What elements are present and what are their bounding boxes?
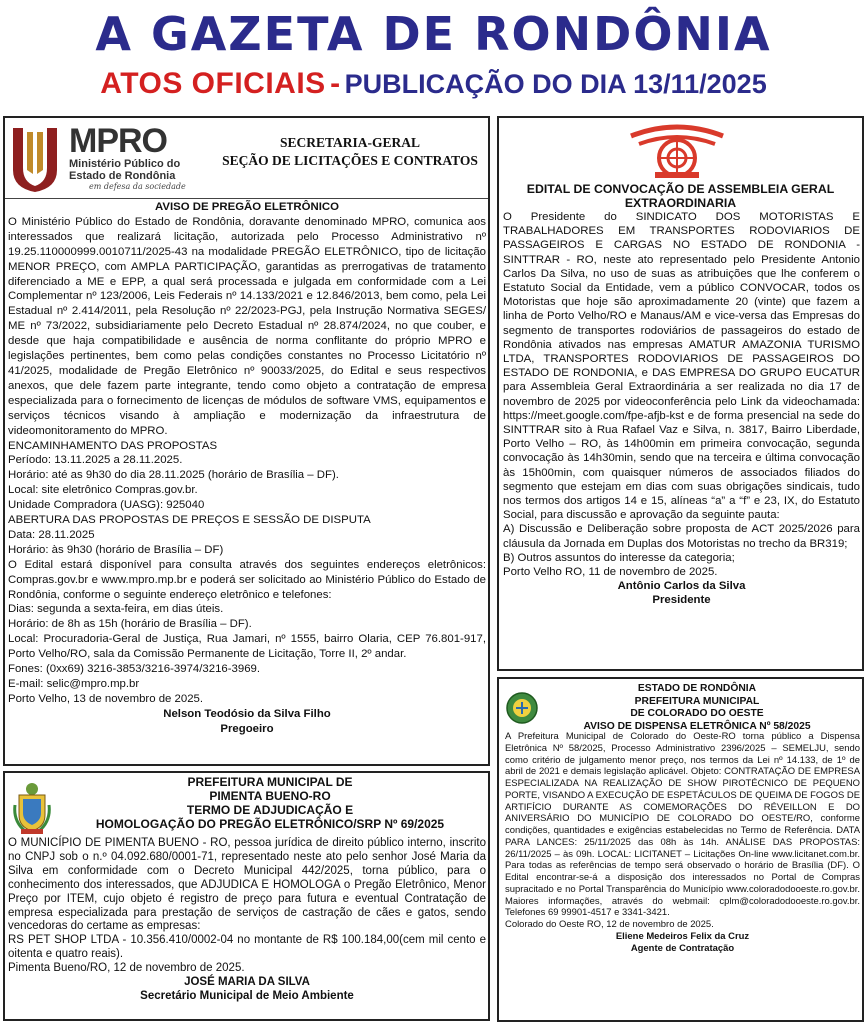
sinttrar-date: Porto Velho RO, 11 de novembro de 2025. [503, 566, 718, 579]
pimenta-text: O MUNICÍPIO DE PIMENTA BUENO - RO, pessoa jurídica de direito público interno, inscrito no CNPJ sob o n.º 04.092.680/0001-71, representado neste ato pelo senhor José Maria da Silva em conformidade com o Decreto Municipal 442/2025, torna público, para o conhecimento dos interessados, que ADJUDICA E HOMOLOGA o Pregão Eletrônico, Menor Preço por ITEM, cujo objeto é registro de preço para futura e eventual Contratação de empresa especializada para prestação de serviços de castração de cães e gatos, sendo vencedoras do certame as empresas: [8, 837, 486, 933]
mpro-logo-line1: Ministério Público do [69, 158, 181, 170]
mpro-signer-role: Pregoeiro [220, 722, 274, 735]
colorado-notice [497, 677, 864, 1022]
mpro-aviso-title: AVISO DE PREGÃO ELETRÔNICO [155, 201, 339, 213]
colorado-head1: ESTADO DE RONDÔNIA [637, 683, 757, 694]
pimenta-signer: JOSÉ MARIA DA SILVA [184, 976, 310, 989]
colorado-date: Colorado do Oeste RO, 12 de novembro de 2025. [505, 919, 714, 930]
sinttrar-body [503, 210, 860, 608]
sinttrar-title2: EXTRAORDINARIA [624, 196, 737, 210]
mpro-sec-line1: SECRETARIA-GERAL [279, 135, 421, 150]
pimenta-winner: RS PET SHOP LTDA - 10.356.410/0002-04 no montante de R$ 100.184,00(cem mil cento e oitenta e quatro reais). [8, 934, 486, 961]
mpro-line: E-mail: selic@mpro.mp.br [8, 678, 140, 690]
pimenta-bueno-notice [3, 771, 490, 1021]
sinttrar-item-b: B) Outros assuntos do interesse da categoria; [503, 551, 735, 564]
pimenta-header [55, 775, 485, 831]
mpro-logo-line2: Estado de Rondônia [69, 170, 176, 182]
colorado-head4: AVISO DE DISPENSA ELETRÔNICA Nº 58/2025 [583, 720, 811, 732]
mpro-body [8, 200, 486, 737]
sinttrar-item-a: A) Discussão e Deliberação sobre proposta de ACT 2025/2026 para cláusula da Jornada em Duplas dos Motoristas no trecho da BR319; [503, 523, 860, 550]
pimenta-head2: PIMENTA BUENO-RO [209, 789, 331, 803]
colorado-text: A Prefeitura Municipal de Colorado do Oeste-RO torna público a Dispensa Eletrônica Nº 58/2025, Processo Administrativo 2396/2025 – SEMELJU, sendo como critério de julgamento menor preço, nos termos da Lei nº 14.133, de 1º de abril de 2021 e demais legislação aplicável. Objeto: CONTRATAÇÃO DE EMPRESA ESPECIALIZADA NA REALIZAÇÃO DE SHOW PIROTÉCNICO DE PEQUENO PORTE, VISANDO A EXECUÇÃO DE ESPETÁCULOS DE QUEIMA DE FOGOS DE ARTIFÍCIO DURANTE AS COMEMORAÇÕES DO RÉVEILLON E DO ANIVERSÁRIO DO MUNICÍPIO DE COLORADO DO OESTE/RO, conforme condições, quantidades e exigências estabelecidas no Termo de Referência. DATA PARA LANCES: 25/11/2025 das 08h às 14h. ANÁLISE DAS PROPOSTAS: 26/11/2025 – às 09h. LOCAL: LICITANET – Licitações On-line www.licitanet.com.br. Para todas as referências de tempo será observado o horário de Brasília (DF). O Edital encontrar-se-á a disposição dos interessados no Portal de Compras supracitado e no Portal Transparência do Município www.coloradodooeste.ro.gov.br. Maiores informações, através do webmail: cplm@coloradodooeste.ro.gov.br. Telefones 69 99901-4517 e 3341-3421. [505, 731, 860, 919]
subhead-dash: - [330, 67, 341, 100]
pimenta-date: Pimenta Bueno/RO, 12 de novembro de 2025. [8, 962, 245, 975]
atos-oficiais-label: ATOS OFICIAIS [100, 67, 326, 100]
mpro-line: Fones: (0xx69) 3216-3853/3216-3974/3216-3969. [8, 663, 261, 676]
mpro-edital: O Edital estará disponível para consulta através dos seguintes endereços eletrônicos: Compras.gov.br e www.mpro.mp.br e poderá ser solicitado ao Ministério Público do Estado de Rondônia, conforme o seguinte endereço eletrônico e telefones: [8, 558, 486, 601]
pimenta-body [8, 837, 486, 1004]
mpro-line: Horário: até as 9h30 do dia 28.11.2025 (horário de Brasília – DF). [8, 469, 339, 482]
mpro-logo-tagline: em defesa da sociedade [89, 182, 186, 191]
colorado-coat-of-arms-icon [505, 691, 539, 725]
colorado-header [539, 683, 855, 733]
pimenta-signer-role: Secretário Municipal de Meio Ambiente [140, 989, 354, 1002]
pimenta-head3: TERMO DE ADJUDICAÇÃO E [186, 803, 354, 817]
sinttrar-signer: Antônio Carlos da Silva [617, 580, 746, 593]
sinttrar-logo-icon [625, 122, 729, 180]
mpro-intro: O Ministério Público do Estado de Rondônia, doravante denominado MPRO, comunica aos interessados que realizará licitação, autorizada pelo Processo Administrativo nº 19.25.110000999.0010711/2025-43 na modalidade PREGÃO ELETRÔNICO, tipo de licitação MENOR PREÇO, com AMPLA PARTICIPAÇÃO, garantidas as prerrogativas de tratamento diferenciado a ME e EPP, a qual será processada e julgada em conformidade com a Lei Complementar nº 123/2006, Leis Federais nº 14.133/2021 e 12.846/2013, bem como, pela Lei Estadual nº 2.414/2011, pela Resolução nº 22/2023-PGJ, pela Instrução Normativa SEGES/ ME nº 73/2022, subsidiariamente pelo Decreto Estadual nº 28.874/2024, no que couber, e desde que haja compatibilidade e ausência de norma conflitante do próprio MPRO e legislações pertinentes, bem como pelas condições constantes no Processo Licitatório nº 41/2025, modalidade de Pregão Eletrônico nº 90033/2025, do Edital e seus respectivos anexos, que dele fazem parte integrante, tendo como objeto a contratação de empresa especializada para o fornecimento de licenças de módulos de software VMS, equipamentos e serviços técnicos visando à ampliação e modernização da infraestrutura de videomonitoramento do MPRO. [8, 215, 486, 437]
subheadline [0, 66, 867, 107]
pimenta-head1: PREFEITURA MUNICIPAL DE [187, 775, 353, 789]
mpro-notice [3, 116, 490, 766]
sinttrar-title [499, 182, 862, 210]
mpro-line: Local: site eletrônico Compras.gov.br. [8, 484, 198, 497]
pimenta-head4: HOMOLOGAÇÃO DO PREGÃO ELETRÔNICO/SRP Nº 69/2025 [95, 817, 445, 831]
mpro-logo-wordmark: MPRO [69, 122, 167, 160]
colorado-head2: PREFEITURA MUNICIPAL [634, 695, 760, 707]
mpro-emblem-icon [9, 124, 61, 194]
mpro-line: Unidade Compradora (UASG): 925040 [8, 499, 205, 512]
mpro-section-title [210, 134, 490, 170]
sinttrar-text: O Presidente do SINDICATO DOS MOTORISTAS E TRABALHADORES EM TRANSPORTES RODOVIARIOS DE PASSAGEIROS E CARGAS NO ESTADO DE RONDONIA - SINTTRAR - RO, neste ato representado pelo Presidente Antonio Carlos Da Silva, no uso de suas as atribuições que lhe conferem o Estatuto Social da Entidade, vem a público CONVOCAR, todos os Motoristas que hoje são aproximadamente 20 (vinte) que fazem a linha de Porto Velho/RO e Manaus/AM e vice-versa das Empresas do segmento de transportes rodoviários de passageiros do estado de Rondônia ativados nas empresas AMATUR AMAZONIA TURISMO LTDA, TRANSPORTES RODOVIARIOS DE PASSAGEIROS DO ESTADO DE RONDONIA, e DAS EMPRESA DO GRUPO EUCATUR para Assembleia Geral Extraordinária a ser realizada no dia 17 de novembro de 2025 por videoconferência pelo Link da videochamada: https://meet.google.com/fpe-afjb-kst e de forma presencial na sede do SINTTRAR sito à Rua Rafael Vaz e Silva, n. 3817, Bairro Liberdade, Porto Velho – RO, às 14h00min em primeira convocação, segunda convocação às 14h30min, sendo que na terceira e última convocação às 15h00min, com quaisquer números de associados filiados do segmento que estejam em dias com suas obrigações sindicais, tudo nos termos dos artigos 14 e 15, alíneas “a” a “f” e 23, IX, do Estatuto Social, para discussão e aprovação da seguinte pauta: [503, 211, 860, 522]
sinttrar-signer-role: Presidente [652, 594, 711, 607]
mpro-line: Horário: de 8h as 15h (horário de Brasília – DF). [8, 618, 252, 631]
sinttrar-title1: EDITAL DE CONVOCAÇÃO DE ASSEMBLEIA GERAL [526, 182, 835, 196]
mpro-line: ENCAMINHAMENTO DAS PROPOSTAS [8, 439, 218, 452]
publication-date-label: PUBLICAÇÃO DO DIA 13/11/2025 [344, 69, 767, 99]
colorado-signer: Eliene Medeiros Felix da Cruz [615, 930, 750, 942]
mpro-header [5, 118, 488, 199]
masthead [0, 0, 867, 112]
newspaper-title: A GAZETA DE RONDÔNIA [95, 7, 772, 61]
colorado-head3: DE COLORADO DO OESTE [630, 708, 764, 719]
mpro-logo [69, 124, 199, 191]
mpro-local: Local: Procuradoria-Geral de Justiça, Rua Jamari, nº 1555, bairro Olaria, CEP 76.801-917, Porto Velho/RO, sala da Comissão Permanente de Licitação, Torre II, 2º andar. [8, 633, 486, 661]
mpro-signer: Nelson Teodósio da Silva Filho [163, 707, 331, 720]
colorado-signer-role: Agente de Contratação [630, 942, 735, 954]
colorado-body [505, 731, 860, 954]
mpro-line: Período: 13.11.2025 a 28.11.2025. [8, 454, 183, 467]
mpro-line: Data: 28.11.2025 [8, 528, 95, 541]
sinttrar-notice [497, 116, 864, 671]
mpro-line: ABERTURA DAS PROPOSTAS DE PREÇOS E SESSÃO DE DISPUTA [8, 514, 371, 527]
mpro-line: Horário: às 9h30 (horário de Brasília – DF) [8, 543, 224, 556]
mpro-sec-line2: SEÇÃO DE LICITAÇÕES E CONTRATOS [222, 153, 478, 168]
mpro-line: Porto Velho, 13 de novembro de 2025. [8, 692, 204, 705]
pimenta-bueno-coat-of-arms-icon [13, 781, 51, 835]
mpro-line: Dias: segunda a sexta-feira, em dias úteis. [8, 603, 224, 616]
